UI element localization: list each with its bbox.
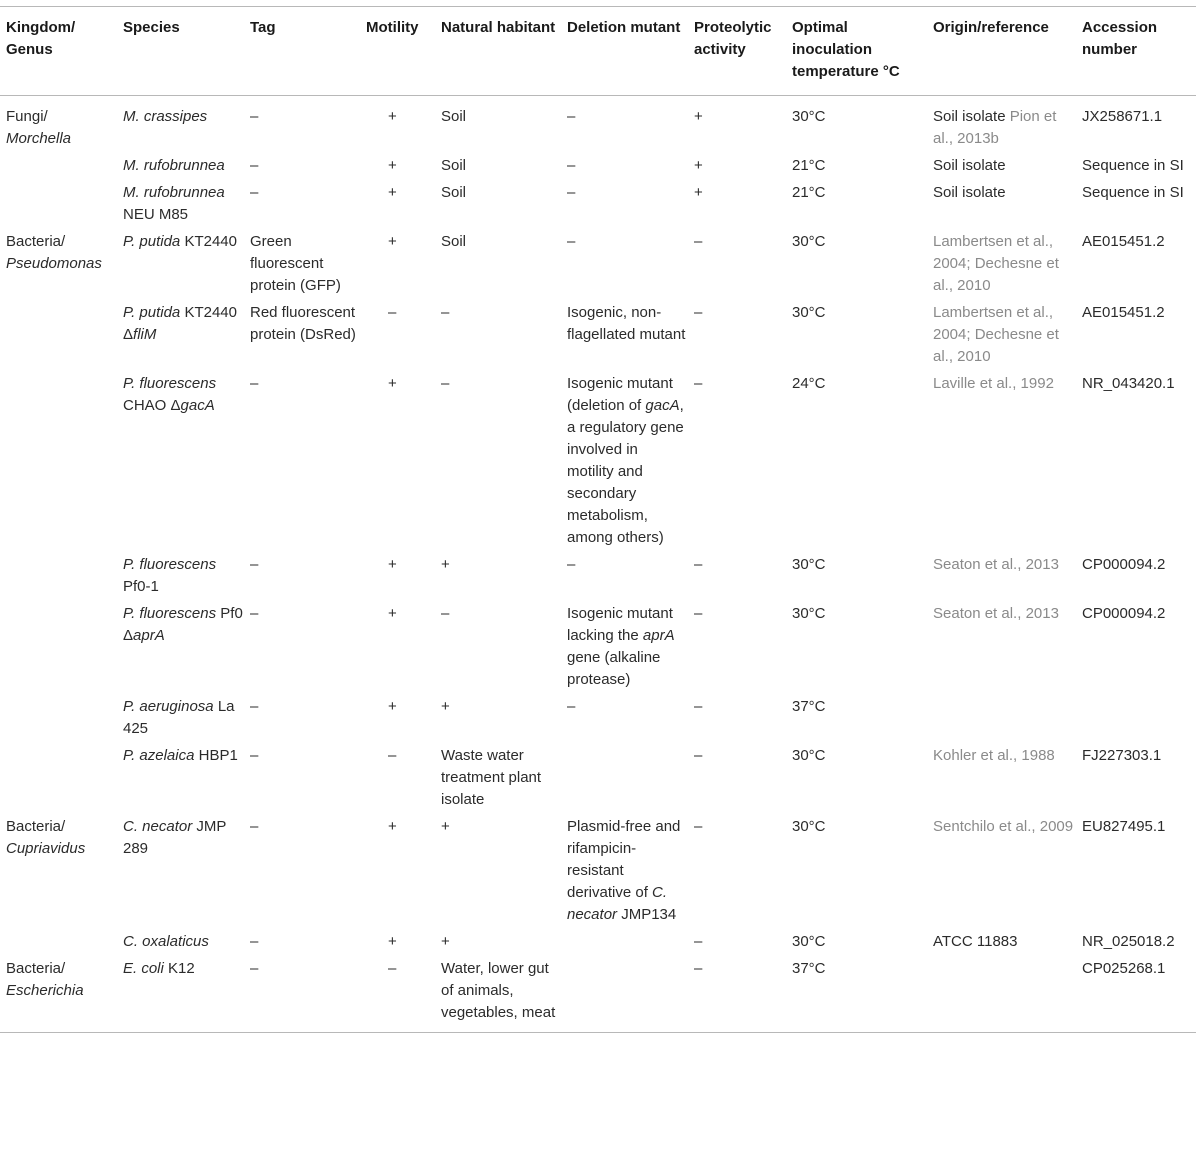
species-cell <box>117 96 244 156</box>
species-cell <box>117 182 244 231</box>
deletion-value: – <box>567 698 576 715</box>
tag-cell <box>244 603 360 696</box>
deletion-cell <box>561 958 688 1033</box>
species-cell <box>117 155 244 182</box>
temperature-value: 37°C <box>792 698 826 715</box>
temperature-cell <box>786 931 927 958</box>
strain-label: KT2440 <box>184 233 237 250</box>
accession-cell <box>1076 958 1196 1033</box>
origin-cell <box>927 603 1076 696</box>
proteolytic-value: – <box>694 933 703 950</box>
deletion-value: – <box>567 233 576 250</box>
header-accession: Accession number <box>1076 7 1196 96</box>
tag-cell <box>244 931 360 958</box>
habitat-value: + <box>441 818 450 835</box>
strain-label: Pf0 ΔaprA <box>123 605 243 644</box>
accession-cell <box>1076 302 1196 373</box>
origin-cell <box>927 958 1076 1033</box>
tag-value: Green fluorescent protein (GFP) <box>250 233 341 294</box>
table-row <box>0 931 1196 958</box>
table-row <box>0 603 1196 696</box>
habitat-cell <box>435 231 561 302</box>
tag-cell <box>244 373 360 554</box>
motility-cell <box>360 745 435 816</box>
temperature-value: 30°C <box>792 556 826 573</box>
table-row <box>0 182 1196 231</box>
motility-cell <box>360 96 435 156</box>
motility-value: + <box>388 605 397 622</box>
temperature-value: 30°C <box>792 747 826 764</box>
species-name: P. putida <box>123 233 181 250</box>
header-motility: Motility <box>360 7 435 96</box>
tag-cell <box>244 958 360 1033</box>
motility-cell <box>360 696 435 745</box>
proteolytic-value: – <box>694 818 703 835</box>
temperature-value: 21°C <box>792 184 826 201</box>
deletion-cell <box>561 816 688 931</box>
species-name: P. fluorescens <box>123 605 217 622</box>
header-kingdom: Kingdom/ Genus <box>0 7 117 96</box>
proteolytic-cell <box>688 816 786 931</box>
reference-link: Kohler et al., 1988 <box>933 747 1055 764</box>
tag-cell <box>244 302 360 373</box>
table-row <box>0 745 1196 816</box>
species-cell <box>117 958 244 1033</box>
reference-link: Lambertsen et al., 2004; Dechesne et al., 2010 <box>933 304 1059 365</box>
tag-cell <box>244 155 360 182</box>
reference-link: Seaton et al., 2013 <box>933 556 1059 573</box>
species-name: P. fluorescens <box>123 556 217 573</box>
temperature-cell <box>786 603 927 696</box>
origin-cell <box>927 554 1076 603</box>
habitat-value: Soil <box>441 157 467 174</box>
motility-value: + <box>388 375 397 392</box>
motility-cell <box>360 373 435 554</box>
tag-value: Red fluorescent protein (DsRed) <box>250 304 356 343</box>
temperature-cell <box>786 554 927 603</box>
tag-value: – <box>250 933 259 950</box>
origin-text: Soil isolate <box>933 108 1006 125</box>
deletion-value: Isogenic mutant lacking the aprA gene (alkaline protease) <box>567 605 675 688</box>
species-table <box>0 6 1196 1033</box>
tag-value: – <box>250 157 259 174</box>
strain-label: K12 <box>168 960 195 977</box>
proteolytic-value: – <box>694 375 703 392</box>
origin-cell <box>927 373 1076 554</box>
temperature-cell <box>786 373 927 554</box>
species-name: C. necator <box>123 818 193 835</box>
species-cell <box>117 745 244 816</box>
deletion-cell <box>561 373 688 554</box>
strain-label: JMP 289 <box>123 818 227 857</box>
temperature-value: 30°C <box>792 605 826 622</box>
table-row <box>0 958 1196 1033</box>
accession-value: EU827495.1 <box>1082 818 1166 835</box>
motility-value: + <box>388 698 397 715</box>
proteolytic-cell <box>688 231 786 302</box>
deletion-cell <box>561 554 688 603</box>
temperature-cell <box>786 302 927 373</box>
kingdom-genus-cell <box>0 958 117 1033</box>
tag-value: – <box>250 556 259 573</box>
habitat-cell <box>435 96 561 156</box>
habitat-value: + <box>441 933 450 950</box>
tag-cell <box>244 745 360 816</box>
accession-cell <box>1076 373 1196 554</box>
table-row <box>0 696 1196 745</box>
proteolytic-value: + <box>694 157 703 174</box>
species-cell <box>117 302 244 373</box>
table-row <box>0 231 1196 302</box>
proteolytic-cell <box>688 958 786 1033</box>
deletion-value: – <box>567 184 576 201</box>
deletion-cell <box>561 745 688 816</box>
proteolytic-cell <box>688 745 786 816</box>
habitat-cell <box>435 155 561 182</box>
temperature-value: 30°C <box>792 233 826 250</box>
habitat-cell <box>435 696 561 745</box>
temperature-cell <box>786 696 927 745</box>
species-cell <box>117 931 244 958</box>
proteolytic-value: + <box>694 108 703 125</box>
species-cell <box>117 554 244 603</box>
origin-cell <box>927 816 1076 931</box>
habitat-cell <box>435 958 561 1033</box>
habitat-value: Soil <box>441 184 467 201</box>
reference-link: Seaton et al., 2013 <box>933 605 1059 622</box>
habitat-value: – <box>441 304 450 321</box>
motility-value: – <box>388 304 397 321</box>
origin-cell <box>927 696 1076 745</box>
accession-cell <box>1076 182 1196 231</box>
deletion-cell <box>561 155 688 182</box>
header-species: Species <box>117 7 244 96</box>
kingdom-genus-cell <box>0 931 117 958</box>
proteolytic-value: – <box>694 605 703 622</box>
habitat-cell <box>435 182 561 231</box>
habitat-value: – <box>441 375 450 392</box>
accession-value: Sequence in SI <box>1082 157 1184 174</box>
species-name: M. rufobrunnea <box>123 157 225 174</box>
temperature-value: 30°C <box>792 933 826 950</box>
origin-text: Soil isolate <box>933 184 1006 201</box>
strain-label: La 425 <box>123 698 235 737</box>
header-deletion: Deletion mutant <box>561 7 688 96</box>
origin-cell <box>927 931 1076 958</box>
kingdom-genus-cell <box>0 155 117 182</box>
motility-cell <box>360 931 435 958</box>
origin-cell <box>927 182 1076 231</box>
species-cell <box>117 696 244 745</box>
origin-cell <box>927 231 1076 302</box>
tag-cell <box>244 696 360 745</box>
reference-link: Laville et al., 1992 <box>933 375 1054 392</box>
proteolytic-cell <box>688 603 786 696</box>
motility-cell <box>360 554 435 603</box>
kingdom-genus-cell <box>0 182 117 231</box>
species-name: M. crassipes <box>123 108 208 125</box>
deletion-value: Plasmid-free and rifampicin-resistant derivative of C. necator JMP134 <box>567 818 681 923</box>
temperature-value: 30°C <box>792 108 826 125</box>
reference-link: Pion et al., 2013b <box>933 108 1057 147</box>
temperature-cell <box>786 155 927 182</box>
tag-value: – <box>250 960 259 977</box>
motility-value: + <box>388 233 397 250</box>
accession-cell <box>1076 96 1196 156</box>
genus-label: Morchella <box>6 130 72 147</box>
deletion-cell <box>561 182 688 231</box>
habitat-value: Soil <box>441 108 467 125</box>
proteolytic-value: – <box>694 698 703 715</box>
accession-value: AE015451.2 <box>1082 304 1165 321</box>
tag-cell <box>244 554 360 603</box>
origin-cell <box>927 302 1076 373</box>
habitat-value: Soil <box>441 233 467 250</box>
motility-value: + <box>388 556 397 573</box>
motility-cell <box>360 302 435 373</box>
table-row <box>0 96 1196 156</box>
deletion-cell <box>561 302 688 373</box>
table-row <box>0 155 1196 182</box>
accession-cell <box>1076 155 1196 182</box>
tag-value: – <box>250 605 259 622</box>
strain-label: KT2440 ΔfliM <box>123 304 237 343</box>
tag-cell <box>244 182 360 231</box>
temperature-value: 21°C <box>792 157 826 174</box>
table-row <box>0 373 1196 554</box>
deletion-cell <box>561 603 688 696</box>
species-name: P. aeruginosa <box>123 698 214 715</box>
species-name: E. coli <box>123 960 164 977</box>
proteolytic-value: – <box>694 556 703 573</box>
reference-link: Sentchilo et al., 2009 <box>933 818 1074 835</box>
reference-link: Lambertsen et al., 2004; Dechesne et al., 2010 <box>933 233 1059 294</box>
header-habitat: Natural habitant <box>435 7 561 96</box>
accession-value: CP000094.2 <box>1082 556 1166 573</box>
habitat-cell <box>435 816 561 931</box>
habitat-value: Water, lower gut of animals, vegetables, meat <box>441 960 556 1021</box>
accession-cell <box>1076 816 1196 931</box>
deletion-value: – <box>567 157 576 174</box>
habitat-cell <box>435 302 561 373</box>
table-row <box>0 302 1196 373</box>
species-cell <box>117 373 244 554</box>
temperature-cell <box>786 231 927 302</box>
kingdom-genus-cell <box>0 745 117 816</box>
tag-value: – <box>250 184 259 201</box>
habitat-value: + <box>441 556 450 573</box>
motility-cell <box>360 816 435 931</box>
temperature-cell <box>786 816 927 931</box>
deletion-cell <box>561 931 688 958</box>
habitat-value: – <box>441 605 450 622</box>
species-name: P. azelaica <box>123 747 195 764</box>
origin-cell <box>927 96 1076 156</box>
motility-value: + <box>388 933 397 950</box>
temperature-cell <box>786 958 927 1033</box>
accession-value: JX258671.1 <box>1082 108 1163 125</box>
kingdom-genus-cell <box>0 231 117 302</box>
motility-cell <box>360 958 435 1033</box>
proteolytic-value: – <box>694 304 703 321</box>
temperature-cell <box>786 96 927 156</box>
species-name: P. fluorescens <box>123 375 217 392</box>
accession-cell <box>1076 554 1196 603</box>
header-proteolytic: Proteolytic activity <box>688 7 786 96</box>
accession-value: CP000094.2 <box>1082 605 1166 622</box>
genus-label: Pseudomonas <box>6 255 102 272</box>
accession-cell <box>1076 931 1196 958</box>
deletion-cell <box>561 231 688 302</box>
temperature-cell <box>786 745 927 816</box>
proteolytic-value: + <box>694 184 703 201</box>
proteolytic-cell <box>688 696 786 745</box>
species-name: C. oxalaticus <box>123 933 209 950</box>
genus-label: Cupriavidus <box>6 840 86 857</box>
temperature-value: 37°C <box>792 960 826 977</box>
species-cell <box>117 603 244 696</box>
temperature-value: 30°C <box>792 818 826 835</box>
deletion-cell <box>561 96 688 156</box>
accession-value: FJ227303.1 <box>1082 747 1162 764</box>
origin-cell <box>927 745 1076 816</box>
accession-value: CP025268.1 <box>1082 960 1166 977</box>
motility-cell <box>360 603 435 696</box>
habitat-cell <box>435 603 561 696</box>
accession-value: AE015451.2 <box>1082 233 1165 250</box>
deletion-value: – <box>567 108 576 125</box>
tag-value: – <box>250 747 259 764</box>
proteolytic-value: – <box>694 233 703 250</box>
species-cell <box>117 816 244 931</box>
motility-value: – <box>388 960 397 977</box>
temperature-value: 24°C <box>792 375 826 392</box>
table-row <box>0 816 1196 931</box>
kingdom-genus-cell <box>0 696 117 745</box>
proteolytic-cell <box>688 96 786 156</box>
proteolytic-cell <box>688 182 786 231</box>
table-row <box>0 554 1196 603</box>
genus-label: Escherichia <box>6 982 84 999</box>
tag-value: – <box>250 818 259 835</box>
motility-value: + <box>388 818 397 835</box>
origin-text: Soil isolate <box>933 157 1006 174</box>
tag-cell <box>244 231 360 302</box>
strain-label: HBP1 <box>198 747 238 764</box>
accession-value: NR_043420.1 <box>1082 375 1175 392</box>
motility-value: + <box>388 108 397 125</box>
proteolytic-cell <box>688 155 786 182</box>
motility-value: – <box>388 747 397 764</box>
habitat-cell <box>435 554 561 603</box>
kingdom-genus-cell <box>0 554 117 603</box>
tag-value: – <box>250 375 259 392</box>
header-row <box>0 7 1196 96</box>
accession-cell <box>1076 696 1196 745</box>
temperature-value: 30°C <box>792 304 826 321</box>
deletion-value: Isogenic, non-flagellated mutant <box>567 304 686 343</box>
tag-cell <box>244 816 360 931</box>
proteolytic-cell <box>688 931 786 958</box>
habitat-cell <box>435 373 561 554</box>
motility-cell <box>360 155 435 182</box>
strain-label: CHAO ΔgacA <box>123 397 215 414</box>
motility-value: + <box>388 157 397 174</box>
origin-text: ATCC 11883 <box>933 933 1018 950</box>
kingdom-genus-cell <box>0 816 117 931</box>
accession-cell <box>1076 231 1196 302</box>
kingdom-genus-cell <box>0 603 117 696</box>
kingdom-genus-cell <box>0 373 117 554</box>
origin-cell <box>927 155 1076 182</box>
header-tag: Tag <box>244 7 360 96</box>
deletion-cell <box>561 696 688 745</box>
motility-cell <box>360 231 435 302</box>
kingdom-genus-cell <box>0 302 117 373</box>
species-name: P. putida <box>123 304 181 321</box>
tag-value: – <box>250 698 259 715</box>
habitat-value: + <box>441 698 450 715</box>
deletion-value: Isogenic mutant (deletion of gacA, a regulatory gene involved in motility and secondary metabolism, among others) <box>567 375 684 546</box>
habitat-cell <box>435 931 561 958</box>
habitat-cell <box>435 745 561 816</box>
kingdom-label: Bacteria/ <box>6 818 66 835</box>
strain-label: Pf0-1 <box>123 578 159 595</box>
temperature-cell <box>786 182 927 231</box>
proteolytic-value: – <box>694 960 703 977</box>
proteolytic-value: – <box>694 747 703 764</box>
kingdom-label: Fungi/ <box>6 108 48 125</box>
tag-value: – <box>250 108 259 125</box>
accession-value: Sequence in SI <box>1082 184 1184 201</box>
accession-cell <box>1076 603 1196 696</box>
species-name: M. rufobrunnea <box>123 184 225 201</box>
habitat-value: Waste water treatment plant isolate <box>441 747 542 808</box>
proteolytic-cell <box>688 554 786 603</box>
motility-cell <box>360 182 435 231</box>
header-temperature: Optimal inoculation temperature °C <box>786 7 927 96</box>
proteolytic-cell <box>688 373 786 554</box>
kingdom-label: Bacteria/ <box>6 960 66 977</box>
accession-value: NR_025018.2 <box>1082 933 1175 950</box>
strain-label: NEU M85 <box>123 206 189 223</box>
header-origin: Origin/reference <box>927 7 1076 96</box>
motility-value: + <box>388 184 397 201</box>
species-cell <box>117 231 244 302</box>
kingdom-label: Bacteria/ <box>6 233 66 250</box>
proteolytic-cell <box>688 302 786 373</box>
accession-cell <box>1076 745 1196 816</box>
kingdom-genus-cell <box>0 96 117 156</box>
tag-cell <box>244 96 360 156</box>
deletion-value: – <box>567 556 576 573</box>
